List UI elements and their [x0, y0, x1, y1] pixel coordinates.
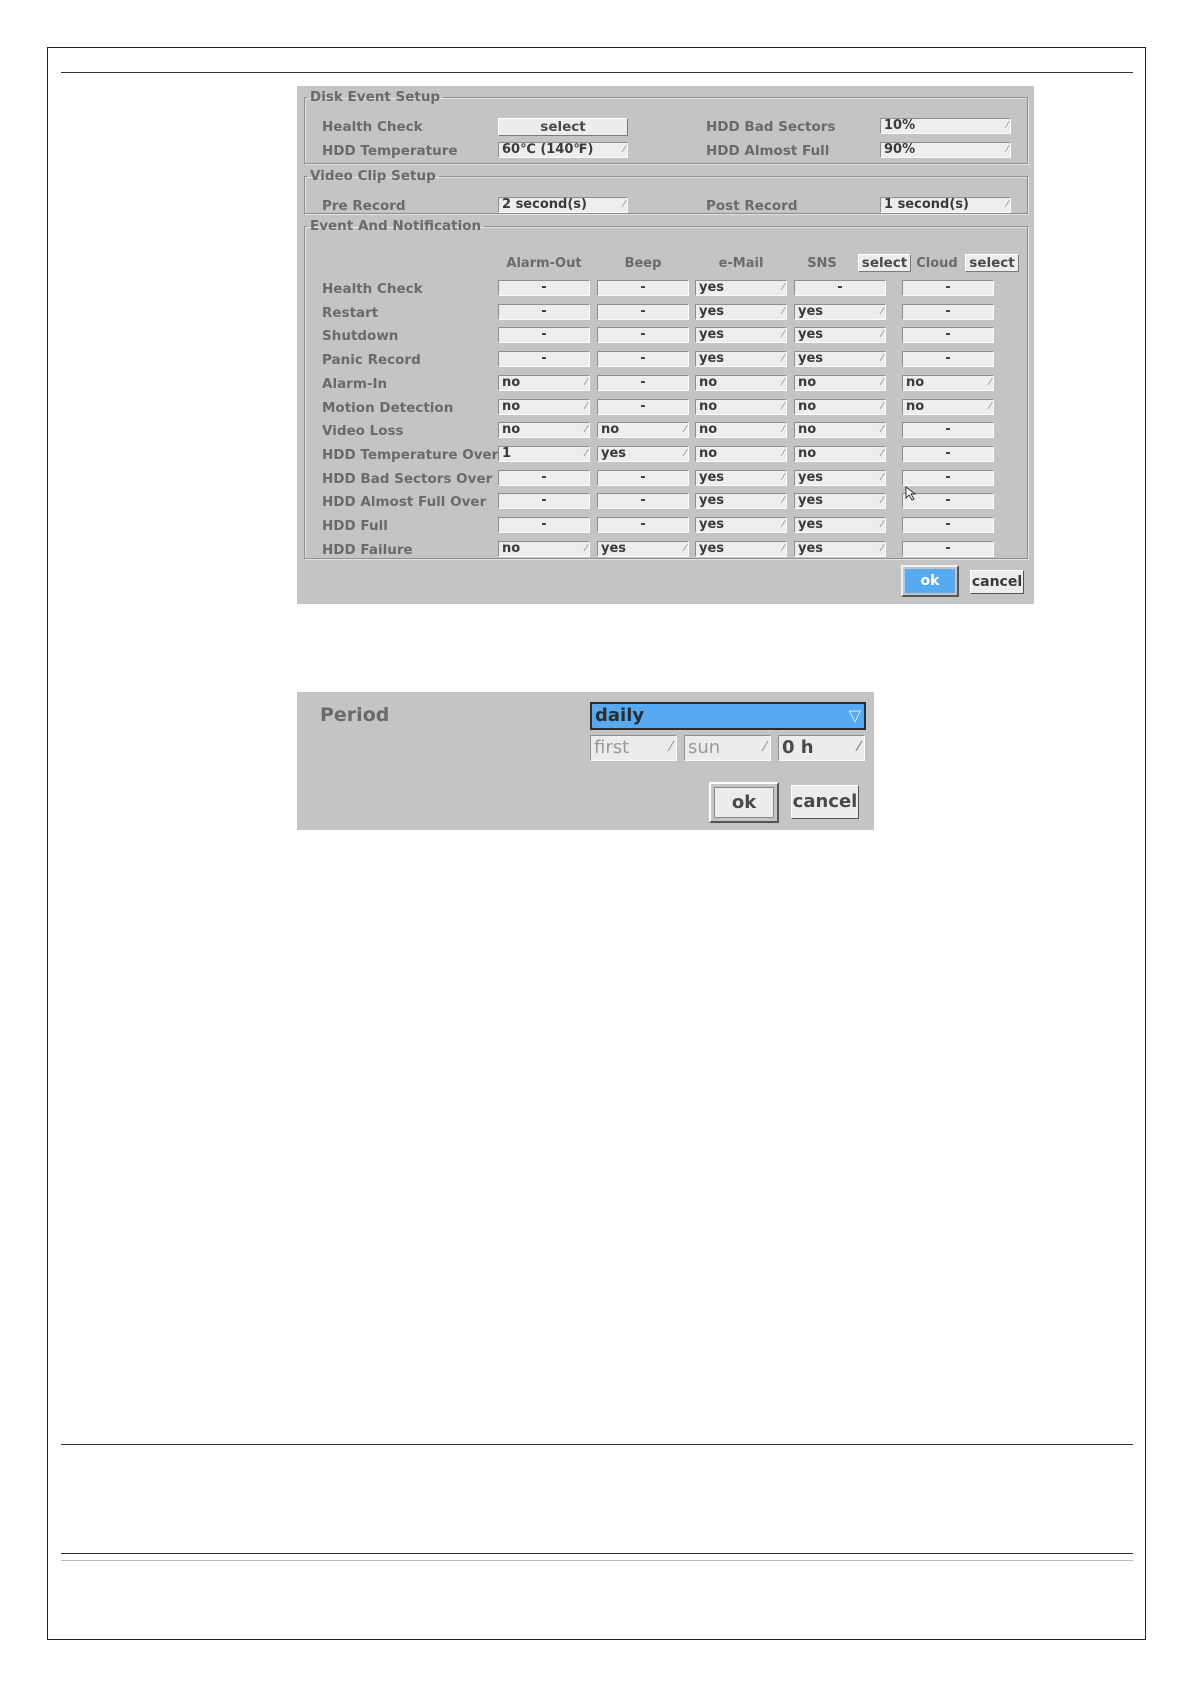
event-notification-legend: Event And Notification	[310, 218, 482, 234]
hdd-bad-sectors-field[interactable]	[880, 118, 1011, 134]
event-row-label: HDD Full	[322, 518, 388, 534]
period-week-value: first	[594, 737, 630, 758]
cell-value: no	[502, 540, 521, 556]
cell-beep[interactable]	[597, 541, 689, 557]
cell-value: -	[945, 280, 951, 295]
cell-beep	[597, 517, 689, 533]
health-check-label: Health Check	[322, 119, 423, 135]
cell-alarm-out[interactable]	[498, 446, 590, 462]
cell-sns[interactable]	[794, 493, 886, 509]
cell-alarm-out	[498, 280, 590, 296]
hdd-bad-sectors-value: 10%	[884, 118, 916, 133]
event-row-label: HDD Failure	[322, 541, 413, 558]
cell-email[interactable]	[695, 351, 787, 367]
cell-beep[interactable]	[597, 422, 689, 438]
cell-beep	[597, 470, 689, 486]
cell-value: -	[640, 493, 646, 509]
cell-email[interactable]	[695, 327, 787, 343]
col-sns: SNS	[807, 256, 837, 271]
cell-value: no	[699, 374, 718, 390]
dropdown-arrow-icon: ⁄	[782, 424, 784, 436]
dropdown-arrow-icon: ⁄	[782, 376, 784, 388]
cell-beep	[597, 375, 689, 391]
cell-value: no	[699, 398, 718, 414]
cell-beep	[597, 399, 689, 415]
cell-value: -	[945, 303, 951, 319]
col-beep: Beep	[624, 256, 662, 271]
dropdown-arrow-icon: ⁄	[684, 447, 686, 459]
period-dialog	[297, 692, 874, 830]
cell-value: -	[837, 280, 843, 295]
cell-email[interactable]	[695, 470, 787, 486]
cell-value: -	[945, 469, 951, 485]
ok-button[interactable]	[901, 565, 959, 597]
event-row-label: HDD Temperature Over	[322, 446, 499, 463]
footer-rule-top	[61, 1444, 1133, 1445]
cell-beep	[597, 327, 689, 343]
cell-value: -	[541, 493, 547, 509]
col-alarm-out: Alarm-Out	[506, 256, 582, 271]
cell-beep	[597, 351, 689, 367]
cell-value: -	[945, 327, 951, 343]
cell-alarm-out	[498, 470, 590, 486]
dropdown-arrow-icon: ⁄	[623, 199, 625, 210]
cell-value: yes	[601, 445, 627, 461]
event-row-label: Motion Detection	[322, 399, 454, 416]
cell-value: no	[502, 398, 521, 414]
cell-alarm-out[interactable]	[498, 541, 590, 557]
dropdown-arrow-icon: ⁄	[782, 519, 784, 530]
cell-email[interactable]	[695, 375, 787, 391]
cell-cloud	[902, 304, 994, 320]
dropdown-arrow-icon: ⁄	[782, 400, 784, 412]
cell-value: yes	[798, 540, 824, 556]
cell-value: -	[541, 351, 547, 367]
cell-sns	[794, 280, 886, 296]
cell-value: no	[798, 374, 817, 390]
cell-value: -	[640, 351, 646, 367]
event-row-label: Shutdown	[322, 328, 399, 345]
footer-rule-bottom	[61, 1553, 1133, 1554]
cell-value: no	[699, 422, 718, 438]
cell-value: -	[640, 517, 646, 532]
cell-value: yes	[699, 540, 725, 556]
col-cloud: Cloud	[916, 256, 958, 271]
cell-sns[interactable]	[794, 541, 886, 557]
cell-value: -	[945, 517, 951, 532]
period-cancel-button[interactable]: cancel	[791, 785, 859, 819]
cell-sns[interactable]	[794, 399, 886, 415]
cell-email[interactable]	[695, 304, 787, 320]
cell-value: no	[906, 374, 925, 390]
cell-value: yes	[798, 327, 824, 343]
event-row-label: Panic Record	[322, 352, 421, 369]
period-ok-button[interactable]	[709, 782, 779, 823]
dropdown-arrow-icon: ⁄	[1006, 199, 1008, 210]
post-record-field[interactable]	[880, 197, 1011, 213]
cell-value: yes	[699, 280, 725, 295]
event-row-label: Restart	[322, 304, 379, 321]
dropdown-arrow-icon: ⁄	[669, 740, 672, 755]
event-row-label: HDD Bad Sectors Over	[322, 470, 493, 487]
cell-value: -	[945, 351, 951, 367]
cell-value: yes	[699, 469, 725, 485]
cell-alarm-out[interactable]	[498, 399, 590, 415]
cell-value: no	[798, 422, 817, 438]
dropdown-arrow-icon: ⁄	[782, 447, 784, 459]
cell-email[interactable]	[695, 493, 787, 509]
cell-value: -	[541, 469, 547, 485]
event-row-label: HDD Almost Full Over	[322, 494, 487, 511]
cell-beep	[597, 493, 689, 509]
pre-record-field[interactable]	[498, 197, 628, 213]
cancel-button[interactable]: cancel	[970, 570, 1024, 594]
dropdown-arrow-icon: ⁄	[881, 353, 883, 365]
cell-cloud	[902, 517, 994, 533]
cell-value: yes	[798, 517, 824, 532]
dropdown-arrow-icon: ⁄	[881, 376, 883, 388]
period-day-value: sun	[688, 737, 721, 758]
event-setup-dialog	[297, 86, 1034, 604]
cell-value: no	[502, 422, 521, 438]
dropdown-arrow-icon: ⁄	[782, 495, 784, 507]
dropdown-arrow-icon: ⁄	[989, 400, 991, 412]
cell-value: -	[640, 398, 646, 414]
cell-cloud[interactable]	[902, 375, 994, 391]
cell-value: yes	[699, 351, 725, 367]
period-day-field[interactable]	[684, 735, 771, 761]
cell-value: yes	[601, 540, 627, 556]
cell-sns[interactable]	[794, 351, 886, 367]
cell-value: -	[541, 303, 547, 319]
hdd-temperature-label: HDD Temperature	[322, 143, 458, 159]
select-triangle-icon: ▽	[848, 706, 861, 725]
cell-value: yes	[699, 327, 725, 343]
cell-email[interactable]	[695, 399, 787, 415]
pre-record-label: Pre Record	[322, 198, 406, 214]
video-clip-setup-legend: Video Clip Setup	[310, 168, 436, 184]
cell-alarm-out	[498, 517, 590, 533]
cell-cloud	[902, 446, 994, 462]
cell-value: yes	[798, 493, 824, 509]
cell-value: -	[640, 374, 646, 390]
cell-value: no	[798, 445, 817, 461]
cell-beep[interactable]	[597, 446, 689, 462]
dropdown-arrow-icon: ⁄	[881, 471, 883, 483]
cell-alarm-out[interactable]	[498, 422, 590, 438]
cell-value: -	[945, 493, 951, 509]
cell-email[interactable]	[695, 517, 787, 533]
cell-alarm-out[interactable]	[498, 375, 590, 391]
dropdown-arrow-icon: ⁄	[763, 740, 766, 755]
cell-value: -	[945, 422, 951, 438]
period-selected-value: daily	[595, 705, 645, 726]
cell-sns[interactable]	[794, 446, 886, 462]
dropdown-arrow-icon: ⁄	[782, 329, 784, 341]
period-hour-field[interactable]	[778, 735, 865, 761]
cell-value: -	[945, 540, 951, 556]
cell-email[interactable]	[695, 446, 787, 462]
dropdown-arrow-icon: ⁄	[585, 400, 587, 412]
disk-event-setup-legend: Disk Event Setup	[310, 89, 441, 105]
col-email: e-Mail	[718, 256, 764, 271]
cell-value: no	[502, 374, 521, 390]
mouse-cursor-icon	[905, 486, 919, 502]
cell-value: -	[640, 327, 646, 343]
cell-sns[interactable]	[794, 327, 886, 343]
hdd-almost-full-label: HDD Almost Full	[706, 143, 830, 159]
post-record-value: 1 second(s)	[884, 197, 969, 212]
event-row-label: Health Check	[322, 281, 423, 297]
dropdown-arrow-icon: ⁄	[989, 376, 991, 388]
cell-value: -	[640, 469, 646, 485]
sns-select-button[interactable]: select	[858, 254, 911, 272]
cell-value: 1	[502, 445, 512, 461]
cell-email[interactable]	[695, 422, 787, 438]
cell-email[interactable]	[695, 541, 787, 557]
dropdown-arrow-icon: ⁄	[684, 542, 686, 554]
dropdown-arrow-icon: ⁄	[585, 447, 587, 459]
cell-value: yes	[798, 469, 824, 485]
dropdown-arrow-icon: ⁄	[585, 376, 587, 388]
cell-beep	[597, 280, 689, 296]
cell-value: yes	[798, 351, 824, 367]
cell-cloud	[902, 422, 994, 438]
cell-value: yes	[699, 517, 725, 532]
cell-value: no	[601, 422, 620, 438]
cell-value: yes	[699, 493, 725, 509]
period-week-field[interactable]	[590, 735, 677, 761]
header-rule	[61, 72, 1133, 73]
dropdown-arrow-icon: ⁄	[881, 329, 883, 341]
hdd-temperature-value: 60℃ (140℉)	[502, 142, 594, 157]
dropdown-arrow-icon: ⁄	[782, 305, 784, 317]
cell-sns[interactable]	[794, 517, 886, 533]
dropdown-arrow-icon: ⁄	[881, 542, 883, 554]
hdd-temperature-field[interactable]	[498, 142, 628, 158]
dropdown-arrow-icon: ⁄	[782, 471, 784, 483]
dropdown-arrow-icon: ⁄	[881, 447, 883, 459]
event-row-label: Video Loss	[322, 423, 404, 440]
period-ok-label: ok	[714, 787, 774, 818]
cell-value: -	[945, 445, 951, 461]
cell-cloud	[902, 351, 994, 367]
dropdown-arrow-icon: ⁄	[585, 424, 587, 436]
cell-cloud	[902, 280, 994, 296]
dropdown-arrow-icon: ⁄	[881, 305, 883, 317]
dropdown-arrow-icon: ⁄	[782, 353, 784, 365]
health-check-select-button[interactable]: select	[498, 118, 628, 136]
cell-value: yes	[798, 303, 824, 319]
hdd-almost-full-field[interactable]	[880, 142, 1011, 158]
cell-value: yes	[699, 303, 725, 319]
cell-cloud	[902, 327, 994, 343]
cell-alarm-out	[498, 327, 590, 343]
dropdown-arrow-icon: ⁄	[881, 519, 883, 530]
cell-cloud	[902, 470, 994, 486]
pre-record-value: 2 second(s)	[502, 197, 587, 212]
cell-value: -	[640, 280, 646, 295]
cell-value: -	[541, 517, 547, 532]
footer-rule-thin	[61, 1560, 1133, 1561]
hdd-bad-sectors-label: HDD Bad Sectors	[706, 119, 836, 135]
dropdown-arrow-icon: ⁄	[881, 400, 883, 412]
cell-cloud	[902, 541, 994, 557]
cell-cloud[interactable]	[902, 399, 994, 415]
dropdown-arrow-icon: ⁄	[1006, 120, 1008, 131]
cell-value: no	[906, 398, 925, 414]
cell-sns[interactable]	[794, 470, 886, 486]
period-label: Period	[320, 704, 390, 726]
period-hour-value: 0 h	[782, 737, 814, 758]
cell-alarm-out	[498, 304, 590, 320]
cell-value: -	[541, 327, 547, 343]
ok-button-label: ok	[905, 569, 955, 593]
event-row-label: Alarm-In	[322, 375, 388, 392]
cell-alarm-out	[498, 351, 590, 367]
cell-value: no	[699, 445, 718, 461]
cell-sns[interactable]	[794, 422, 886, 438]
dropdown-arrow-icon: ⁄	[585, 542, 587, 554]
dropdown-arrow-icon: ⁄	[782, 542, 784, 554]
dropdown-arrow-icon: ⁄	[881, 495, 883, 507]
dropdown-arrow-icon: ⁄	[881, 424, 883, 436]
period-select[interactable]	[590, 702, 866, 730]
cloud-select-button[interactable]: select	[965, 254, 1019, 272]
cell-alarm-out	[498, 493, 590, 509]
cell-value: -	[640, 303, 646, 319]
cell-sns[interactable]	[794, 375, 886, 391]
dropdown-arrow-icon: ⁄	[623, 144, 625, 155]
hdd-almost-full-value: 90%	[884, 142, 916, 157]
dropdown-arrow-icon: ⁄	[782, 282, 784, 293]
cell-value: no	[798, 398, 817, 414]
cell-sns[interactable]	[794, 304, 886, 320]
dropdown-arrow-icon: ⁄	[857, 740, 860, 755]
cell-beep	[597, 304, 689, 320]
cell-email[interactable]	[695, 280, 787, 296]
dropdown-arrow-icon: ⁄	[1006, 144, 1008, 155]
dropdown-arrow-icon: ⁄	[684, 424, 686, 436]
cell-value: -	[541, 280, 547, 295]
post-record-label: Post Record	[706, 198, 798, 214]
